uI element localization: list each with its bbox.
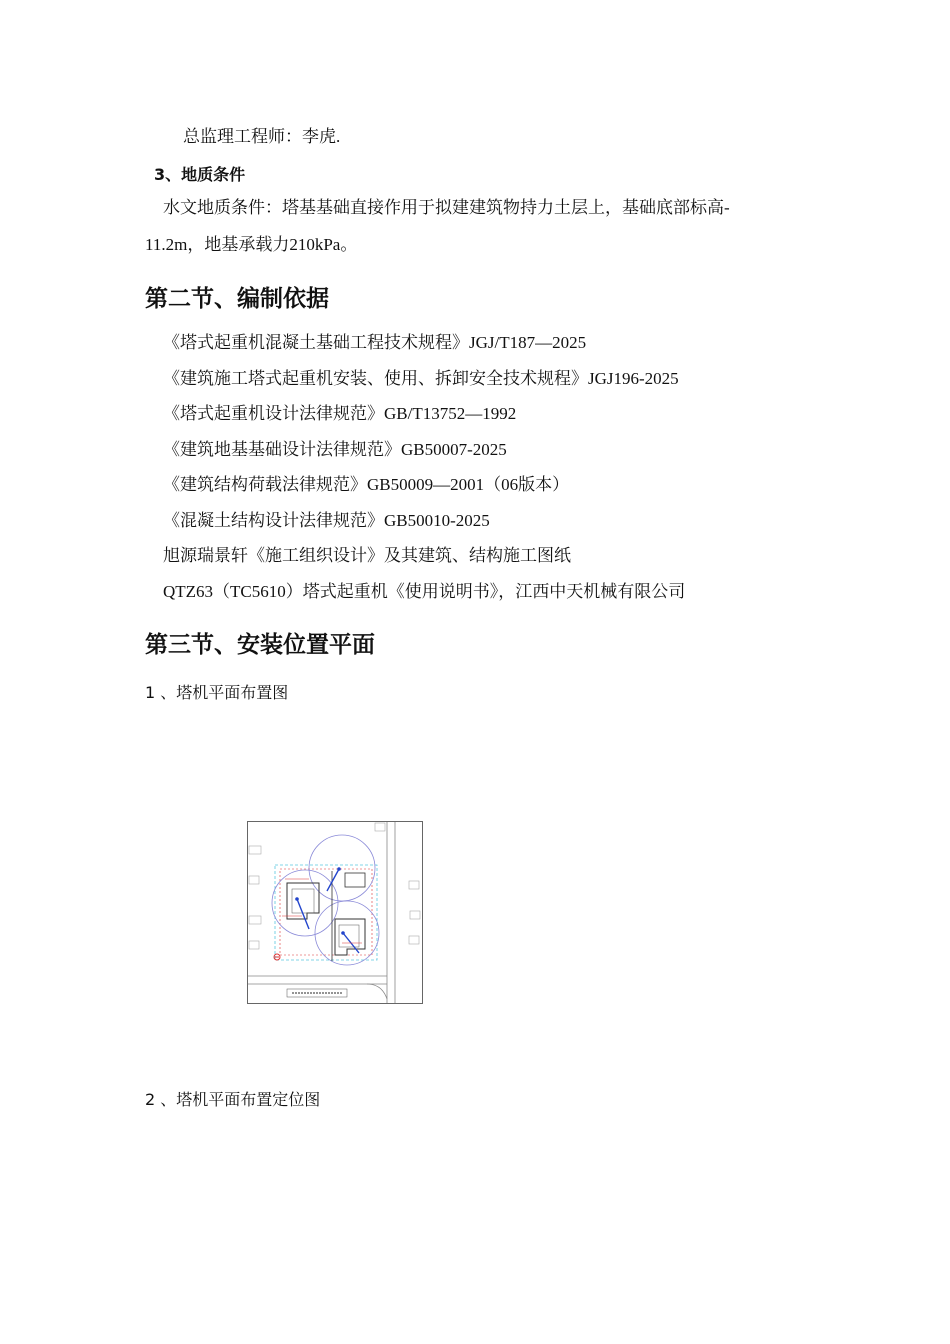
basis-item: 《混凝土结构设计法律规范》GB50010-2025 (163, 511, 490, 530)
basis-item: 《塔式起重机设计法律规范》GB/T13752—1992 (163, 404, 517, 423)
section3-title: 第三节、安装位置平面 (145, 632, 375, 658)
basis-item: 《建筑结构荷载法律规范》GB50009—2001（06版本） (163, 475, 570, 494)
geo-heading: 3、地质条件 (154, 165, 246, 184)
basis-item: 《塔式起重机混凝土基础工程技术规程》JGJ/T187—2025 (163, 333, 587, 352)
tower-crane-plan-figure (247, 821, 423, 1004)
chief-engineer-line: 总监理工程师：李虎. (183, 127, 341, 146)
basis-item: QTZ63（TC5610）塔式起重机《使用说明书》，江西中天机械有限公司 (163, 582, 686, 601)
site-plan-drawing (247, 821, 423, 1004)
subsection-2-title: 2 、塔机平面布置定位图 (145, 1090, 321, 1109)
geo-line-1: 水文地质条件：塔基基础直接作用于拟建建筑物持力土层上，基础底部标高- (163, 198, 730, 217)
basis-item: 《建筑地基基础设计法律规范》GB50007-2025 (163, 440, 507, 459)
subsection-1-title: 1 、塔机平面布置图 (145, 683, 289, 702)
geo-line-2: 11.2m，地基承载力210kPa。 (145, 235, 358, 254)
basis-item: 旭源瑞景轩《施工组织设计》及其建筑、结构施工图纸 (163, 546, 571, 565)
section2-title: 第二节、编制依据 (145, 286, 329, 312)
basis-item: 《建筑施工塔式起重机安装、使用、拆卸安全技术规程》JGJ196-2025 (163, 369, 679, 388)
